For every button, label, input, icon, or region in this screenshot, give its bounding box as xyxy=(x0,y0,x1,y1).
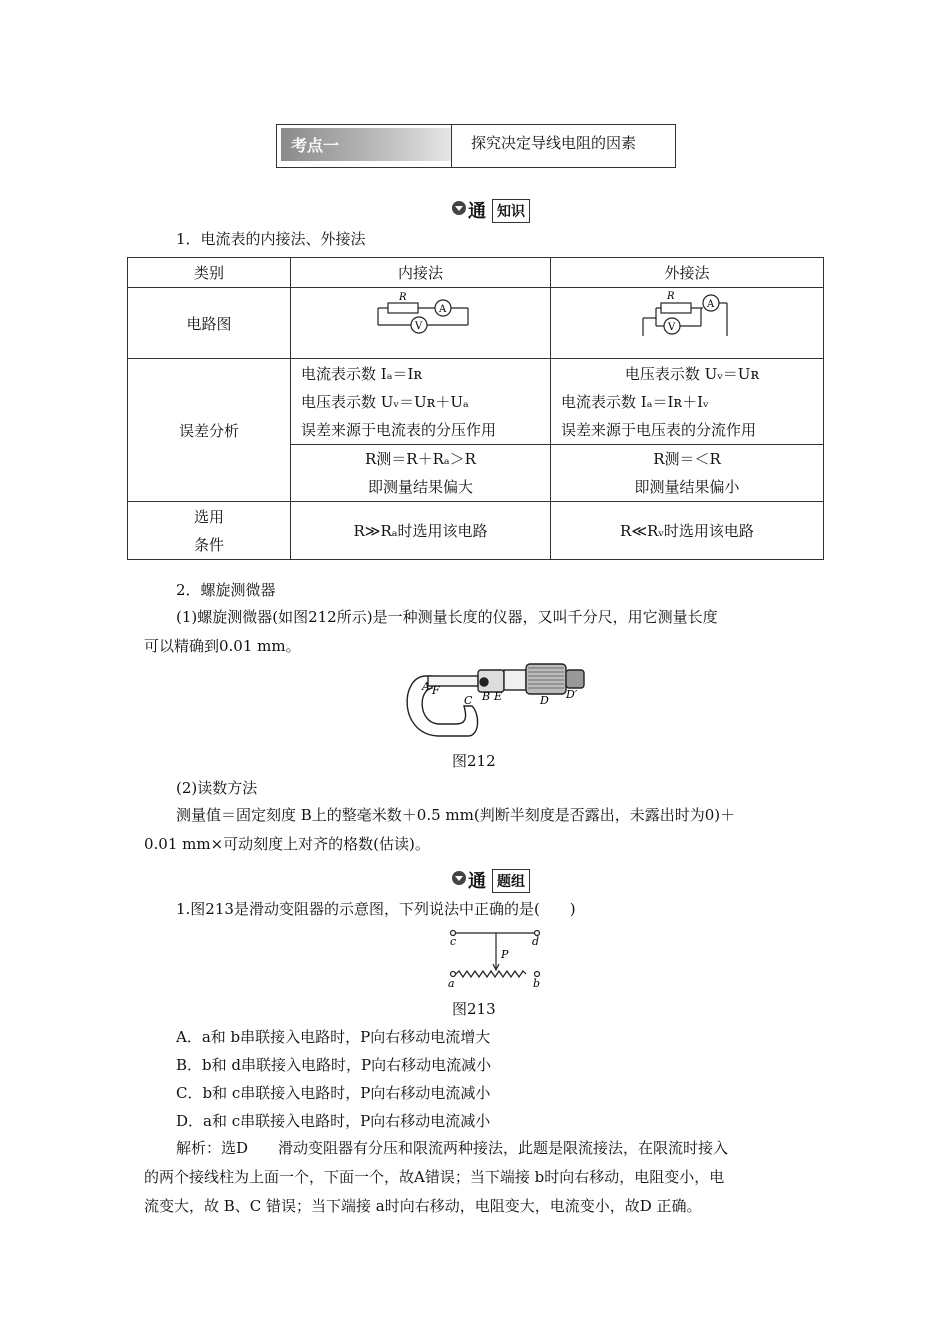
ammeter-label: A xyxy=(439,304,447,315)
label-A: A xyxy=(422,680,430,693)
header-outer: 外接法 xyxy=(551,258,824,288)
comparison-table xyxy=(127,257,824,560)
slider-P: P xyxy=(501,948,509,961)
section-sub: 题组 xyxy=(492,869,530,893)
inner-select: R≫Rₐ时选用该电路 xyxy=(291,502,551,560)
micrometer-figure xyxy=(398,662,594,744)
topic-title: 探究决定导线电阻的因素 xyxy=(471,134,637,152)
topic-box xyxy=(276,124,676,168)
inner-result-cell xyxy=(291,445,551,502)
outer-circuit-cell xyxy=(551,288,824,359)
label-D-prime: D′ xyxy=(566,688,578,701)
voltmeter-label: V xyxy=(415,321,423,332)
item2-heading: 2．螺旋测微器 xyxy=(176,581,276,599)
topic-badge-label: 考点一 xyxy=(291,136,340,155)
label-B: B xyxy=(482,690,491,703)
topic-separator xyxy=(451,125,452,167)
section-tong: 通 xyxy=(468,201,486,222)
inner-circuit-diagram xyxy=(291,288,550,354)
topic-badge xyxy=(281,128,451,161)
select-label-line: 选用 xyxy=(193,507,224,526)
outer-circuit-diagram xyxy=(551,288,823,354)
option-a: A．a和 b串联接入电路时，P向右移动电流增大 xyxy=(176,1028,491,1046)
voltmeter-label: V xyxy=(668,322,676,333)
triangle-icon xyxy=(452,871,466,885)
ammeter-label: A xyxy=(707,299,715,310)
analysis-line2: 的两个接线柱为上面一个，下面一个，故A错误；当下端接 b时向右移动，电阻变小，电 xyxy=(144,1168,725,1186)
option-d: D．a和 c串联接入电路时，P向右移动电流减小 xyxy=(176,1112,491,1130)
option-b: B．b和 d串联接入电路时，P向右移动电流减小 xyxy=(176,1056,492,1074)
inner-circuit-cell xyxy=(291,288,551,359)
outer-error-cell xyxy=(551,359,824,445)
inner-result-line: 即测量结果偏大 xyxy=(367,478,473,496)
section-knowledge-heading xyxy=(452,197,542,221)
item2-p2-line2: 0.01 mm×可动刻度上对齐的格数(估读)。 xyxy=(144,835,430,853)
label-E: E xyxy=(494,690,503,703)
fig212-caption: 图212 xyxy=(452,752,496,770)
fig213-caption: 图213 xyxy=(452,1000,496,1018)
outer-result-line: 即测量结果偏小 xyxy=(634,478,740,496)
section-tong: 通 xyxy=(468,871,486,892)
resistor-label: R xyxy=(399,292,407,303)
item2-p1-line1: (1)螺旋测微器(如图212所示)是一种测量长度的仪器，又叫千分尺，用它测量长度 xyxy=(176,608,718,626)
outer-result-cell xyxy=(551,445,824,502)
terminal-c: c xyxy=(450,935,457,948)
error-label: 误差分析 xyxy=(128,359,291,502)
inner-line: 电压表示数 Uᵥ＝Uʀ＋Uₐ xyxy=(301,392,469,411)
option-c: C．b和 c串联接入电路时，P向右移动电流减小 xyxy=(176,1084,491,1102)
select-label-line: 条件 xyxy=(193,535,224,554)
item2-p2-line1: 测量值＝固定刻度 B上的整毫米数＋0.5 mm(判断半刻度是否露出，未露出时为0)＋ xyxy=(176,806,736,824)
outer-select: R≪Rᵥ时选用该电路 xyxy=(551,502,824,560)
terminal-b: b xyxy=(533,977,541,990)
item2-p2-head: (2)读数方法 xyxy=(176,779,258,797)
analysis-line3: 流变大，故 B、C 错误；当下端接 a时向右移动，电阻变大，电流变小，故D 正确。 xyxy=(144,1197,702,1215)
outer-result-line: R测＝＜R xyxy=(653,450,721,468)
question-stem: 1.图213是滑动变阻器的示意图，下列说法中正确的是( ) xyxy=(176,900,576,918)
outer-line: 电压表示数 Uᵥ＝Uʀ xyxy=(624,364,760,383)
resistor-label: R xyxy=(667,291,675,302)
label-F: F xyxy=(432,684,440,697)
terminal-a: a xyxy=(448,977,455,990)
outer-line: 误差来源于电压表的分流作用 xyxy=(561,420,757,439)
inner-line: 电流表示数 Iₐ＝Iʀ xyxy=(301,364,423,383)
triangle-icon xyxy=(452,201,466,215)
section-sub: 知识 xyxy=(492,199,530,223)
header-category: 类别 xyxy=(128,258,291,288)
header-inner: 内接法 xyxy=(291,258,551,288)
select-label-cell xyxy=(128,502,291,560)
inner-result-line: R测＝R＋Rₐ＞R xyxy=(365,450,476,468)
label-C: C xyxy=(464,694,473,707)
section-exercise-heading xyxy=(452,867,542,891)
circuit-label: 电路图 xyxy=(128,288,291,359)
terminal-d: d xyxy=(532,935,540,948)
inner-error-cell xyxy=(291,359,551,445)
outer-line: 电流表示数 Iₐ＝Iʀ＋Iᵥ xyxy=(561,392,709,411)
label-D: D xyxy=(540,694,549,707)
rheostat-figure xyxy=(440,924,550,990)
item1-heading: 1．电流表的内接法、外接法 xyxy=(176,230,366,248)
item2-p1-line2: 可以精确到0.01 mm。 xyxy=(144,637,301,655)
inner-line: 误差来源于电流表的分压作用 xyxy=(301,420,497,439)
analysis-line1: 解析：选D 滑动变阻器有分压和限流两种接法，此题是限流接法，在限流时接入 xyxy=(176,1139,729,1157)
